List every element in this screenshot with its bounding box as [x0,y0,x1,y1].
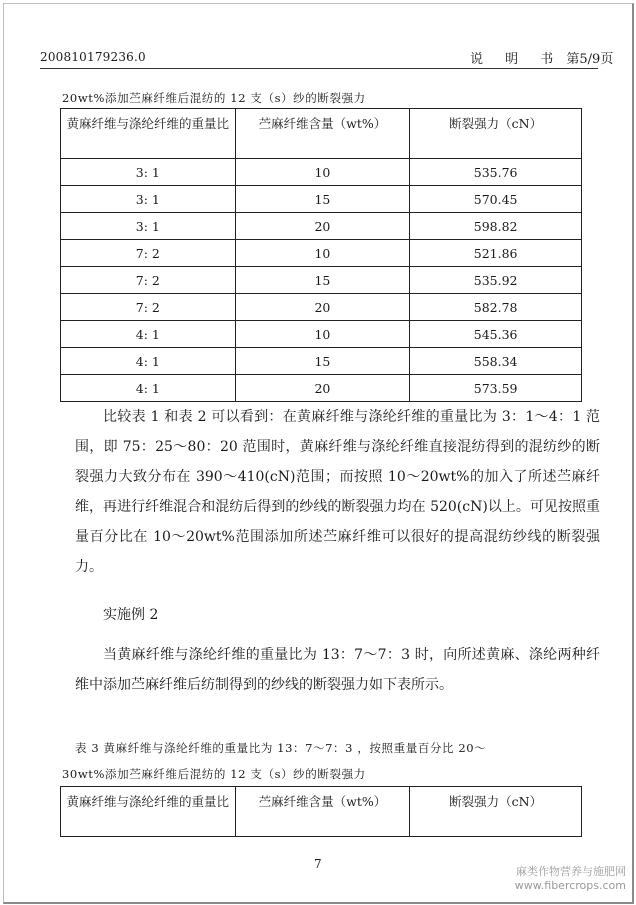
header-ramie-content: 苎麻纤维含量（wt%） [235,787,410,837]
ratio-cell: 3: 1 [61,213,236,240]
table3-caption-line1: 表 3 黄麻纤维与涤纶纤维的重量比为 13：7～7：3 ，按照重量百分比 20～ [75,741,487,755]
table2-body [61,159,582,402]
table-row [61,267,582,294]
ramie-content-cell: 15 [235,348,410,375]
ratio-cell: 7: 2 [61,267,236,294]
header-section [470,48,613,67]
breaking-strength-cell: 570.45 [410,186,582,213]
breaking-strength-cell: 558.34 [410,348,582,375]
breaking-strength-cell: 573.59 [410,375,582,402]
table2 [60,108,582,402]
breaking-strength-cell: 521.86 [410,240,582,267]
watermark-url: www.fibercrops.com [514,879,626,892]
header-weight-ratio: 黄麻纤维与涤纶纤维的重量比 [61,109,236,159]
ratio-cell: 3: 1 [61,186,236,213]
ramie-content-cell: 10 [235,321,410,348]
example-paragraph: 当黄麻纤维与涤纶纤维的重量比为 13：7～7：3 时，向所述黄麻、涤纶两种纤维中添加苎麻纤维后纺制得到的纱线的断裂强力如下表所示。 [75,647,600,693]
ramie-content-cell: 20 [235,294,410,321]
header-breaking-strength: 断裂强力（cN） [410,787,582,837]
page-number: 7 [314,857,322,871]
breaking-strength-cell: 582.78 [410,294,582,321]
ratio-cell: 4: 1 [61,321,236,348]
ramie-content-cell: 20 [235,213,410,240]
table3-header-row [61,787,582,837]
watermark [515,865,626,893]
section-title: 说 明 书 [470,52,563,67]
ratio-cell: 3: 1 [61,159,236,186]
header-breaking-strength: 断裂强力（cN） [410,109,582,159]
ratio-cell: 7: 2 [61,240,236,267]
ratio-cell: 4: 1 [61,375,236,402]
table-row [61,186,582,213]
header-weight-ratio: 黄麻纤维与涤纶纤维的重量比 [61,787,236,837]
ramie-content-cell: 15 [235,267,410,294]
page-of: 第5/9页 [566,52,614,67]
document-number: 200810179236.0 [40,50,146,64]
table2-caption: 20wt%添加苎麻纤维后混纺的 12 支（s）纱的断裂强力 [62,91,366,105]
header-ramie-content: 苎麻纤维含量（wt%） [235,109,410,159]
table-row [61,375,582,402]
table-row [61,159,582,186]
table-row [61,294,582,321]
breaking-strength-cell: 535.76 [410,159,582,186]
header-rule [40,68,598,69]
breaking-strength-cell: 545.36 [410,321,582,348]
table-row [61,213,582,240]
example-heading: 实施例 2 [103,607,159,623]
watermark-title: 麻类作物营养与施肥网 [516,865,626,878]
ramie-content-cell: 15 [235,186,410,213]
ramie-content-cell: 10 [235,159,410,186]
table3 [60,786,582,837]
comparison-paragraph: 比较表 1 和表 2 可以看到：在黄麻纤维与涤纶纤维的重量比为 3：1～4：1 范围，即 75：25～80：20 范围时，黄麻纤维与涤纶纤维直接混纺得到的混纺纱的断裂强力大致分布在 390～410(cN)范围；而按照 10～20wt%的加入了所述苎麻纤维，再进行纤维混合和混纺后得到的纱线的断裂强力均在 520(cN)以上。可见按照重量百分比在 10～20wt%范围添加所述苎麻纤维可以很好的提高混纺纱线的断裂强力。 [75,409,600,575]
ramie-content-cell: 10 [235,240,410,267]
table2-header-row [61,109,582,159]
table3-caption-line2: 30wt%添加苎麻纤维后混纺的 12 支（s）纱的断裂强力 [62,767,366,781]
table-row [61,348,582,375]
ratio-cell: 7: 2 [61,294,236,321]
breaking-strength-cell: 598.82 [410,213,582,240]
ratio-cell: 4: 1 [61,348,236,375]
table-row [61,321,582,348]
ramie-content-cell: 20 [235,375,410,402]
table-row [61,240,582,267]
breaking-strength-cell: 535.92 [410,267,582,294]
